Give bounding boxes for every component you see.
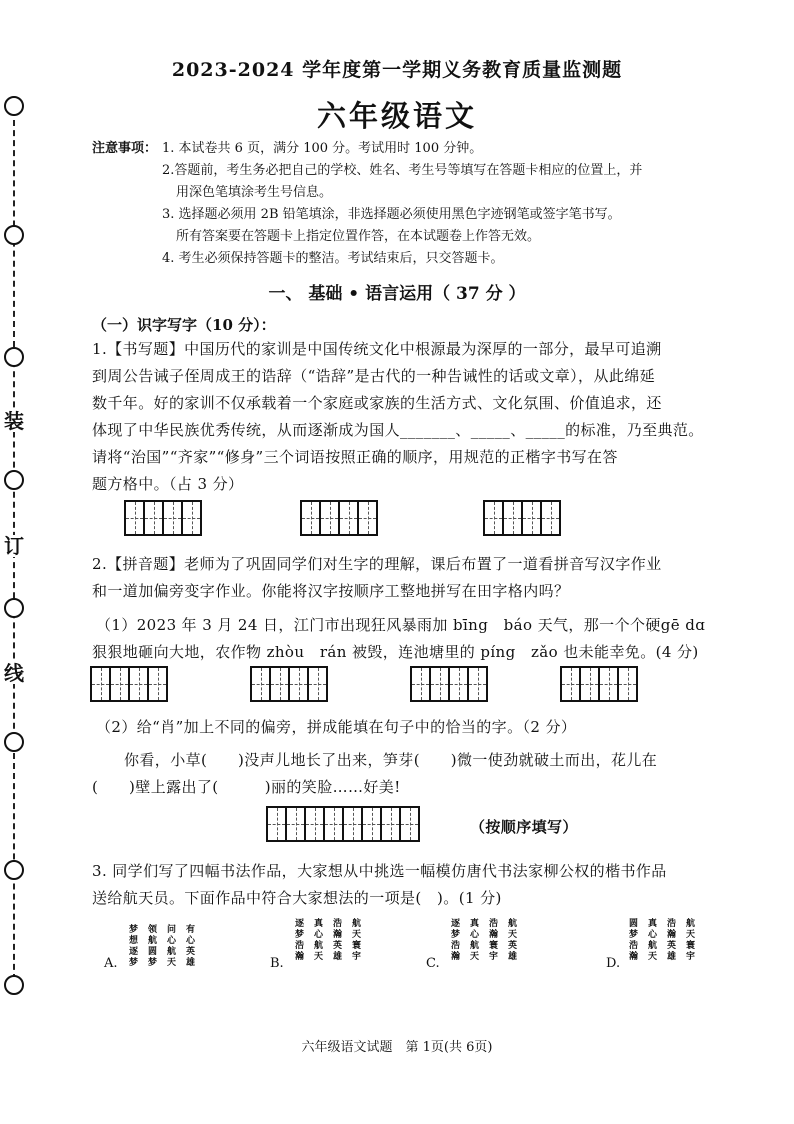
- calligraphy-column: 航天寰宇: [350, 918, 360, 962]
- grid-cell[interactable]: [399, 806, 420, 842]
- q3-option-b-calligraphy[interactable]: [292, 918, 360, 962]
- notice-label: 注意事项：: [92, 141, 158, 156]
- binding-hole-icon: [4, 347, 24, 367]
- q1-line-2: 到周公告诫子侄周成王的诰辞（“诰辞”是古代的一种告诫性的话或文章），从此绵延: [92, 367, 656, 385]
- grid-cell[interactable]: [285, 806, 306, 842]
- q3-option-c-letter[interactable]: C.: [426, 956, 440, 971]
- q2-order-hint: （按顺序填写）: [470, 818, 578, 836]
- q3-line-2: 送给航天员。下面作品中符合大家想法的一项是( )。(1 分): [92, 889, 502, 907]
- q1-writing-grid-2[interactable]: [300, 500, 378, 536]
- q1-writing-grid-1[interactable]: [124, 500, 202, 536]
- q2-part2-answer-grid[interactable]: [266, 806, 420, 842]
- notice-item-4: 4. 考生必须保持答题卡的整洁。考试结束后，只交答题卡。: [162, 251, 504, 266]
- grid-cell[interactable]: [266, 806, 287, 842]
- q3-option-d-letter[interactable]: D.: [606, 956, 621, 971]
- calligraphy-column: 有心英雄: [184, 924, 194, 968]
- grid-cell[interactable]: [147, 666, 168, 702]
- calligraphy-column: 逐梦浩瀚: [449, 918, 459, 962]
- binding-char-zhuang: 装: [4, 409, 24, 433]
- q1-line-5: 请将“治国”“齐家”“修身”三个词语按照正确的顺序，用规范的正楷字书写在答: [92, 448, 618, 466]
- binding-hole-icon: [4, 470, 24, 490]
- calligraphy-column: 航天寰宇: [684, 918, 694, 962]
- binding-char-ding: 订: [4, 534, 24, 558]
- q2-grid-pingzao[interactable]: [560, 666, 638, 702]
- grid-cell[interactable]: [380, 806, 401, 842]
- grid-cell[interactable]: [410, 666, 431, 702]
- grid-cell[interactable]: [579, 666, 600, 702]
- grid-cell[interactable]: [483, 500, 504, 536]
- grid-cell[interactable]: [90, 666, 111, 702]
- grid-cell[interactable]: [361, 806, 382, 842]
- grid-cell[interactable]: [617, 666, 638, 702]
- binding-hole-icon: [4, 860, 24, 880]
- q3-option-b-letter[interactable]: B.: [270, 956, 284, 971]
- calligraphy-column: 航天英雄: [506, 918, 516, 962]
- grid-cell[interactable]: [269, 666, 290, 702]
- grid-cell[interactable]: [109, 666, 130, 702]
- q3-option-d-calligraphy[interactable]: [626, 918, 694, 962]
- binding-hole-icon: [4, 732, 24, 752]
- q2-part1-line-2: 狠狠地砸向大地，农作物 zhòu rán 被毁，连池塘里的 píng zǎo 也未能幸免。(4 分): [92, 643, 699, 661]
- q2-part2-sentence-2: ( )壁上露出了( )丽的笑脸……好美!: [92, 778, 401, 796]
- calligraphy-column: 真心航天: [312, 918, 322, 962]
- calligraphy-column: 浩瀚寰宇: [487, 918, 497, 962]
- q2-part1-line-1: （1）2023 年 3 月 24 日，江门市出现狂风暴雨加 bīng báo 天气，那一个个硬gē dɑ: [96, 616, 706, 634]
- calligraphy-column: 问心航天: [165, 924, 175, 968]
- q1-line-3: 数千年。好的家训不仅承载着一个家庭或家族的生活方式、文化氛围、价值追求，还: [92, 394, 662, 412]
- grid-cell[interactable]: [342, 806, 363, 842]
- notice-item-1: 1. 本试卷共 6 页，满分 100 分。考试用时 100 分钟。: [162, 141, 483, 156]
- binding-margin: [0, 0, 40, 1124]
- q2-line-1: 2.【拼音题】老师为了巩固同学们对生字的理解，课后布置了一道看拼音写汉字作业: [92, 555, 662, 573]
- binding-hole-icon: [4, 598, 24, 618]
- q2-grid-geda[interactable]: [250, 666, 328, 702]
- q2-part2-prompt: （2）给“肖”加上不同的偏旁，拼成能填在句子中的恰当的字。（2 分）: [96, 718, 577, 736]
- q1-line-4: 体现了中华民族优秀传统，从而逐渐成为国人_______、_____、_____的标准，乃至典范。: [92, 421, 704, 439]
- grid-cell[interactable]: [338, 500, 359, 536]
- q1-line-6: 题方格中。（占 3 分）: [92, 475, 244, 493]
- exam-title: 2023-2024 学年度第一学期义务教育质量监测题: [171, 59, 623, 81]
- grid-cell[interactable]: [502, 500, 523, 536]
- grid-cell[interactable]: [323, 806, 344, 842]
- q3-option-a-calligraphy[interactable]: [126, 924, 194, 968]
- grid-cell[interactable]: [250, 666, 271, 702]
- notice-item-2-cont: 用深色笔填涂考生号信息。: [176, 185, 333, 200]
- exam-subject: 六年级语文: [316, 99, 477, 133]
- section-title: 一、 基础 • 语言运用（ 37 分 ）: [268, 284, 526, 304]
- grid-cell[interactable]: [540, 500, 561, 536]
- grid-cell[interactable]: [128, 666, 149, 702]
- grid-cell[interactable]: [162, 500, 183, 536]
- grid-cell[interactable]: [448, 666, 469, 702]
- q3-line-1: 3. 同学们写了四幅书法作品，大家想从中挑选一幅模仿唐代书法家柳公权的楷书作品: [92, 862, 667, 880]
- grid-cell[interactable]: [357, 500, 378, 536]
- grid-cell[interactable]: [288, 666, 309, 702]
- calligraphy-column: 圆梦浩瀚: [627, 918, 637, 962]
- notice-item-3-cont: 所有答案要在答题卡上指定位置作答，在本试题卷上作答无效。: [176, 229, 541, 244]
- notice-item-3: 3. 选择题必须用 2B 铅笔填涂，非选择题必须使用黑色字迹钢笔或签字笔书写。: [162, 207, 621, 222]
- calligraphy-column: 浩瀚英雄: [665, 918, 675, 962]
- q2-grid-bingbao[interactable]: [90, 666, 168, 702]
- calligraphy-column: 逐梦浩瀚: [293, 918, 303, 962]
- calligraphy-column: 领航圆梦: [146, 924, 156, 968]
- subsection-title: （一）识字写字（10 分）：: [92, 316, 276, 334]
- q3-option-a-letter[interactable]: A.: [104, 956, 118, 971]
- grid-cell[interactable]: [143, 500, 164, 536]
- calligraphy-column: 浩瀚英雄: [331, 918, 341, 962]
- grid-cell[interactable]: [304, 806, 325, 842]
- q2-part2-sentence-1: 你看，小草( )没声儿地长了出来，笋芽( )微一使劲就破土而出，花儿在: [124, 751, 658, 769]
- grid-cell[interactable]: [124, 500, 145, 536]
- binding-char-xian: 线: [4, 661, 24, 685]
- grid-cell[interactable]: [181, 500, 202, 536]
- grid-cell[interactable]: [560, 666, 581, 702]
- q2-grid-zhouran[interactable]: [410, 666, 488, 702]
- binding-hole-icon: [4, 975, 24, 995]
- binding-hole-icon: [4, 225, 24, 245]
- notice-item-2: 2.答题前，考生务必把自己的学校、姓名、考生号等填写在答题卡相应的位置上，并: [162, 163, 643, 178]
- grid-cell[interactable]: [307, 666, 328, 702]
- grid-cell[interactable]: [521, 500, 542, 536]
- calligraphy-column: 真心航天: [646, 918, 656, 962]
- page-footer: 六年级语文试题 第 1页(共 6页): [301, 1040, 493, 1055]
- calligraphy-column: 梦想逐梦: [127, 924, 137, 968]
- grid-cell[interactable]: [319, 500, 340, 536]
- grid-cell[interactable]: [598, 666, 619, 702]
- grid-cell[interactable]: [467, 666, 488, 702]
- q1-line-1: 1.【书写题】中国历代的家训是中国传统文化中根源最为深厚的一部分，最早可追溯: [92, 340, 662, 358]
- q3-option-c-calligraphy[interactable]: [448, 918, 516, 962]
- grid-cell[interactable]: [300, 500, 321, 536]
- q1-writing-grid-3[interactable]: [483, 500, 561, 536]
- calligraphy-column: 真心航天: [468, 918, 478, 962]
- q2-line-2: 和一道加偏旁变字作业。你能将汉字按顺序工整地拼写在田字格内吗？: [92, 582, 570, 600]
- grid-cell[interactable]: [429, 666, 450, 702]
